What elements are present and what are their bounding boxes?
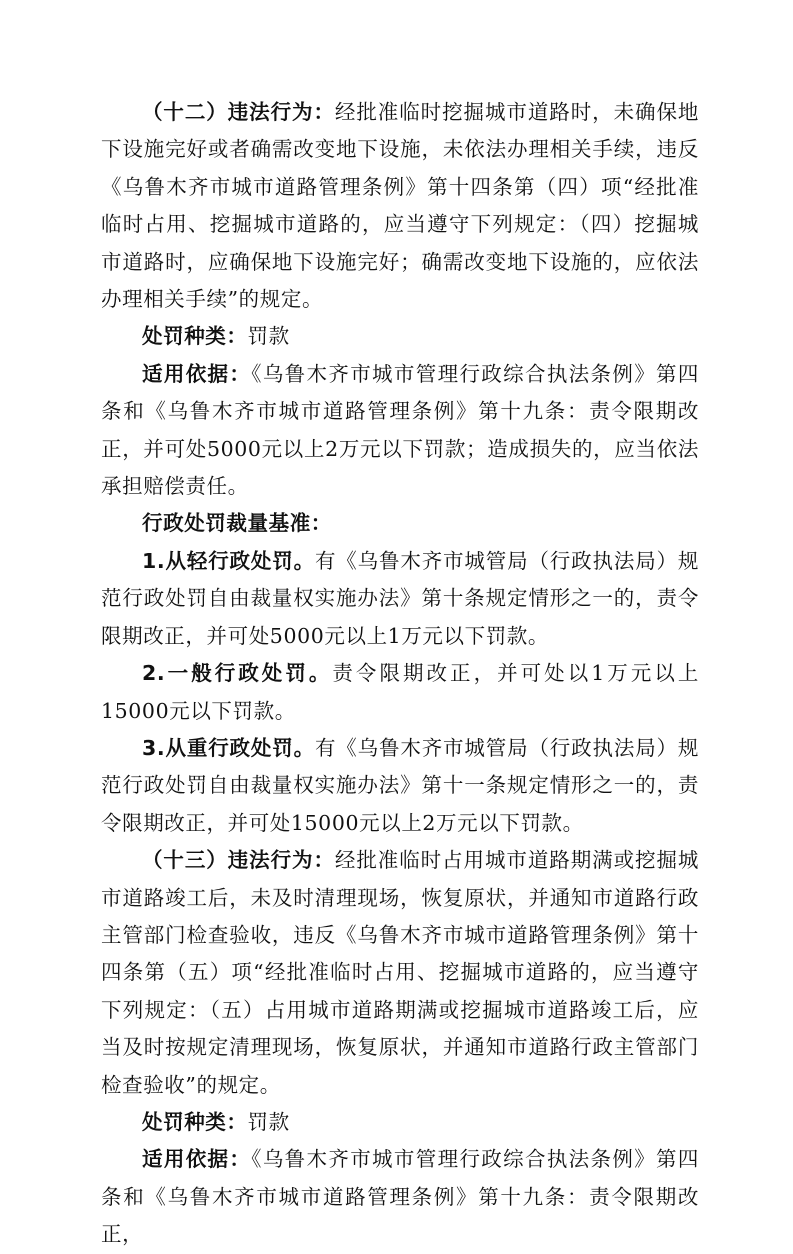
item12-penalty-type-value: 罚款 xyxy=(247,324,290,349)
level-1-text: 有《乌鲁木齐市城管局（行政执法局）规范行政处罚自由裁量权实施办法》第十条规定情形之一的，责令限期改正，并可处5000元以上1万元以下罚款。 xyxy=(101,548,699,648)
item12-penalty-type-paragraph xyxy=(101,318,699,355)
item13-violation-label: （十三）违法行为： xyxy=(142,848,335,873)
item13-penalty-type-label: 处罚种类： xyxy=(142,1109,248,1134)
item12-basis-label: 适用依据： xyxy=(142,361,252,386)
item13-penalty-type-value: 罚款 xyxy=(247,1109,290,1134)
item12-basis-text: 《乌鲁木齐市城市管理行政综合执法条例》第四条和《乌鲁木齐市城市道路管理条例》第十九条：责令限期改正，并可处5000元以上2万元以下罚款；造成损失的，应当依法承担赔偿责任。 xyxy=(101,361,699,499)
level-3-label: 3.从重行政处罚。 xyxy=(142,735,315,760)
level-2-label: 2.一般行政处罚。 xyxy=(142,661,333,686)
level-3-text: 有《乌鲁木齐市城管局（行政执法局）规范行政处罚自由裁量权实施办法》第十一条规定情形之一的，责令限期改正，并可处15000元以上2万元以下罚款。 xyxy=(101,735,699,835)
item12-violation-paragraph xyxy=(101,94,699,318)
item13-penalty-type-paragraph xyxy=(101,1104,699,1141)
item13-basis-label: 适用依据： xyxy=(142,1147,252,1172)
standard-heading-label: 行政处罚裁量基准： xyxy=(142,511,332,536)
item12-level-1-paragraph xyxy=(101,543,699,655)
item12-level-2-paragraph xyxy=(101,655,699,730)
item12-violation-label: （十二）违法行为： xyxy=(142,100,335,124)
item13-basis-paragraph xyxy=(101,1141,699,1253)
level-1-label: 1.从轻行政处罚。 xyxy=(142,548,315,573)
item12-violation-text: 经批准临时挖掘城市道路时，未确保地下设施完好或者确需改变地下设施，未依法办理相关手续，违反《乌鲁木齐市城市道路管理条例》第十四条第（四）项“经批准临时占用、挖掘城市道路的，应当遵守下列规定：（四）挖掘城市道路时，应确保地下设施完好；确需改变地下设施的，应依法办理相关手续”的规定。 xyxy=(101,100,699,312)
item13-basis-text: 《乌鲁木齐市城市管理行政综合执法条例》第四条和《乌鲁木齐市城市道路管理条例》第十九条：责令限期改正， xyxy=(101,1147,699,1247)
item12-penalty-type-label: 处罚种类： xyxy=(142,324,248,349)
item13-violation-text: 经批准临时占用城市道路期满或挖掘城市道路竣工后，未及时清理现场，恢复原状，并通知市道路行政主管部门检查验收，违反《乌鲁木齐市城市道路管理条例》第十四条第（五）项“经批准临时占用、挖掘城市道路的，应当遵守下列规定：（五）占用城市道路期满或挖掘城市道路竣工后，应当及时按规定清理现场，恢复原状，并通知市道路行政主管部门检查验收”的规定。 xyxy=(101,848,699,1097)
level-2-text: 责令限期改正，并可处以1万元以上15000元以下罚款。 xyxy=(101,661,699,723)
item12-basis-paragraph xyxy=(101,356,699,506)
item13-violation-paragraph xyxy=(101,842,699,1104)
item12-standard-heading xyxy=(101,505,699,542)
item12-level-3-paragraph xyxy=(101,730,699,842)
